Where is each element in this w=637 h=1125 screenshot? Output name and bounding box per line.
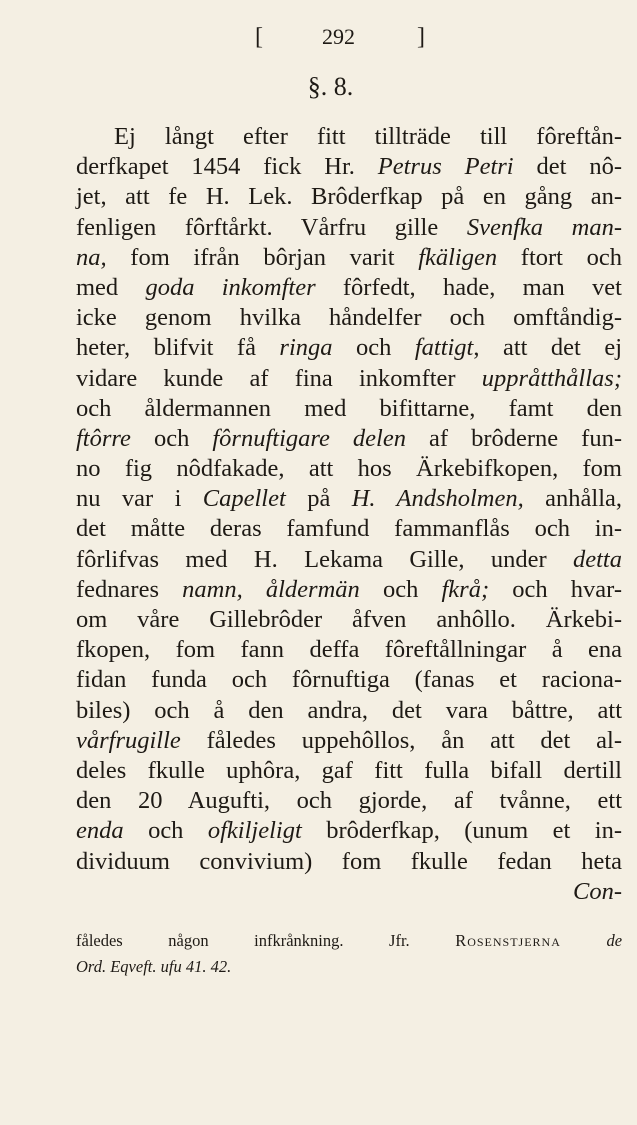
italic-run: ringa	[279, 334, 333, 362]
text-run: fôrfedt, hade, man vet	[315, 273, 622, 301]
main-paragraph	[76, 122, 622, 907]
text-line	[76, 273, 622, 303]
catchword: Con-	[573, 877, 622, 905]
text-run: anhålla,	[523, 485, 623, 513]
text-run: om våre Gillebrôder åfven anhôllo. Ärkebi-	[76, 606, 622, 633]
text-run: och	[332, 334, 415, 362]
italic-run: ftôrre	[76, 424, 131, 452]
text-line	[76, 213, 622, 243]
text-run: derfkapet 1454 fick Hr.	[76, 153, 378, 181]
page-header	[0, 24, 637, 60]
text-line	[76, 394, 622, 424]
text-run: med	[76, 273, 146, 301]
italic-run: ofkiljeligt	[207, 817, 302, 845]
italic-run: namn, åldermän	[182, 575, 360, 603]
text-run: det nô-	[513, 153, 622, 181]
text-line	[76, 696, 622, 726]
text-line	[76, 575, 622, 605]
text-run: och	[359, 575, 442, 603]
italic-run: uppråtthållas;	[481, 364, 622, 392]
italic-run: Svenfka man-	[466, 213, 622, 241]
text-run: icke genom hvilka håndelfer och omftåndig-	[76, 304, 622, 332]
text-run: fednares	[76, 575, 183, 603]
text-line	[76, 122, 622, 152]
text-line	[76, 665, 622, 695]
text-line	[76, 605, 622, 635]
text-line	[76, 152, 622, 182]
italic-run: enda	[76, 817, 124, 845]
italic-run: na,	[76, 243, 107, 271]
text-run: den 20 Augufti, och gjorde, af tvånne, ett	[76, 787, 622, 815]
section-heading: §. 8.	[307, 72, 354, 101]
italic-run: fkäligen	[418, 243, 498, 271]
text-run: fôrlifvas med H. Lekama Gille, under	[76, 545, 573, 573]
text-line	[76, 243, 622, 273]
text-line	[76, 726, 622, 756]
text-line	[76, 424, 622, 454]
text-run: dividuum convivium) fom fkulle fedan heta	[76, 847, 622, 875]
text-run: fom ifrån bôrjan varit	[106, 243, 419, 271]
text-line	[76, 786, 622, 816]
italic-run: Capellet	[202, 485, 286, 513]
text-run: , att det ej	[473, 334, 622, 362]
text-run: nu var i	[76, 485, 203, 513]
text-run: på	[285, 485, 352, 513]
text-run: fidan funda och fôrnuftiga (fanas et raciona-	[76, 666, 622, 694]
text-run: brôderfkap, (unum et in-	[301, 817, 622, 845]
text-run: och	[130, 424, 213, 452]
text-line	[76, 756, 622, 786]
text-run: heter, blifvit få	[76, 334, 280, 362]
italic-run: goda inkomfter	[145, 273, 316, 301]
text-run: deles fkulle uphôra, gaf fitt fulla bifall dertill	[76, 756, 622, 784]
text-run: och	[123, 817, 208, 845]
italic-run: vårfrugille	[76, 726, 181, 754]
footnote-author: Rosenstjerna	[455, 931, 561, 950]
footnote-line-1	[76, 928, 622, 954]
text-run: fkopen, fom fann deffa fôreftållningar å ena	[76, 636, 622, 664]
text-line	[76, 454, 622, 484]
text-run: det måtte deras famfund fammanflås och in-	[76, 515, 622, 543]
text-run: vidare kunde af fina inkomfter	[76, 364, 482, 392]
footnote	[76, 928, 622, 980]
text-run: af brôderne fun-	[405, 424, 622, 452]
text-line	[76, 635, 622, 665]
italic-run: H. Andsholmen,	[351, 485, 524, 513]
text-line	[76, 364, 622, 394]
text-line	[76, 514, 622, 544]
text-run: biles) och å den andra, det vara båttre, att	[76, 696, 622, 724]
text-run: och åldermannen med bifittarne, famt den	[76, 394, 622, 422]
italic-run: fkrå;	[441, 575, 490, 603]
text-run: fåledes uppehôllos, ån att det al-	[180, 726, 622, 754]
footnote-text: fåledes någon infkrånkning.	[76, 931, 344, 950]
text-line	[76, 816, 622, 846]
footnote-de: de	[606, 931, 623, 950]
text-run: jet, att fe H. Lek. Brôderfkap på en gång an-	[76, 183, 622, 211]
footnote-line-2: Ord. Eqveft. ufu 41. 42.	[76, 957, 232, 976]
italic-run: Petrus Petri	[377, 153, 514, 181]
italic-run: fôrnuftigare delen	[212, 424, 406, 452]
header-right-bracket: ]	[417, 24, 425, 50]
text-run: no fig nôdfakade, att hos Ärkebifkopen, fom	[76, 455, 622, 483]
text-line	[76, 484, 622, 514]
text-run: ftort och	[497, 243, 623, 271]
page-number: 292	[322, 24, 355, 49]
text-line	[76, 182, 622, 212]
text-line	[76, 545, 622, 575]
text-line	[76, 847, 622, 877]
italic-run: detta	[573, 545, 622, 573]
text-run: fenligen fôrftårkt. Vårfru gille	[76, 213, 467, 241]
footnote-ref: Jfr.	[389, 931, 410, 950]
text-line	[76, 303, 622, 333]
text-line	[76, 333, 622, 363]
text-run: och hvar-	[489, 575, 623, 603]
text-run: Ej långt efter fitt tillträde till fôreftån-	[114, 123, 622, 150]
header-left-bracket: [	[255, 24, 263, 50]
italic-run: fattigt	[414, 334, 474, 362]
